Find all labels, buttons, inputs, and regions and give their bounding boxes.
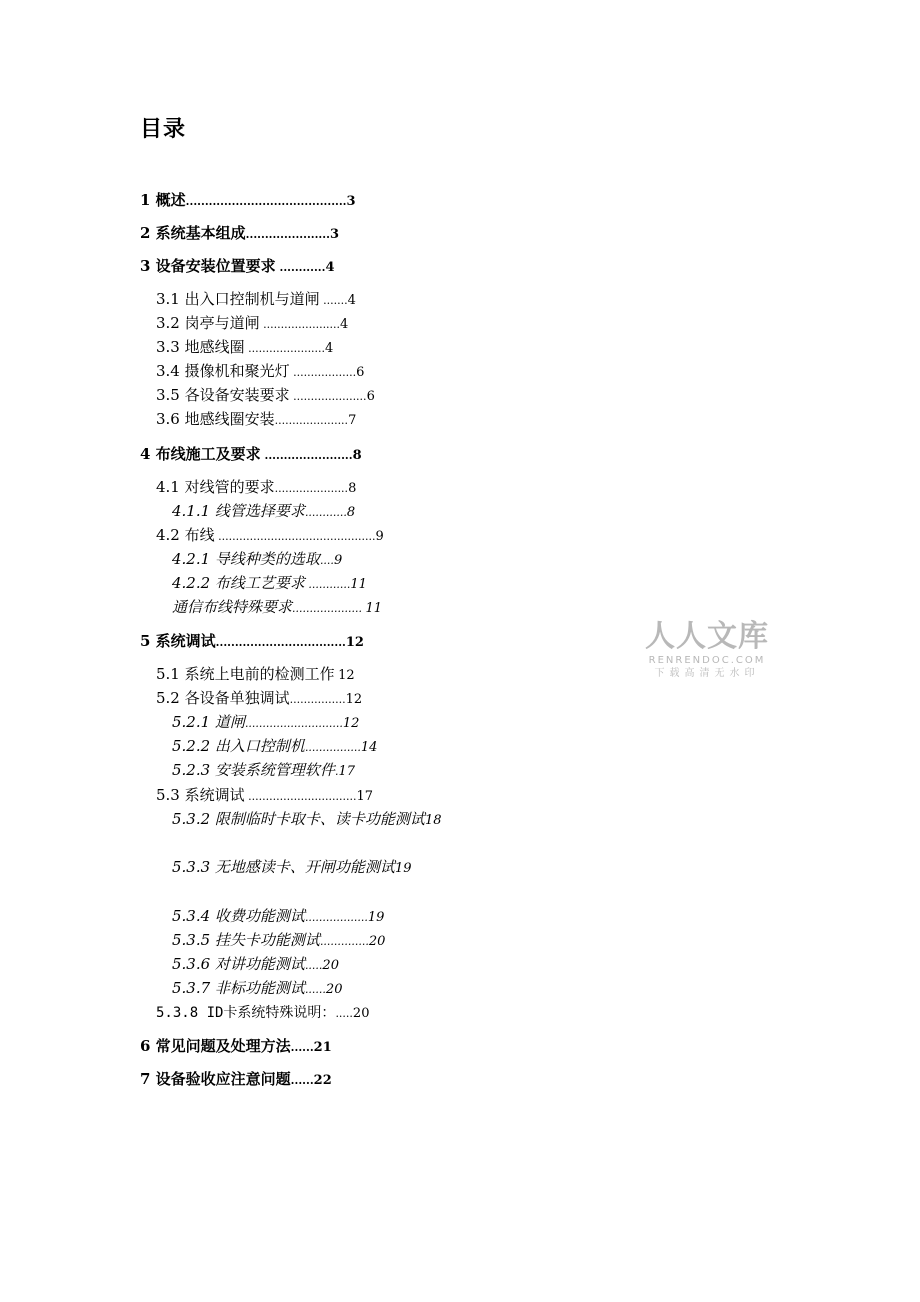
toc-leader: ............................	[244, 717, 343, 730]
toc-page-number: 4	[325, 260, 335, 275]
toc-entry[interactable]	[156, 477, 356, 499]
toc-page-number: 12	[345, 692, 363, 707]
toc-entry[interactable]	[156, 385, 375, 407]
toc-entry[interactable]	[172, 549, 342, 571]
toc-leader: .......	[319, 294, 348, 307]
toc-page-number: 20	[325, 982, 343, 997]
toc-page-number: 4	[340, 317, 349, 332]
toc-leader: ..................	[304, 911, 368, 924]
toc-entry[interactable]	[172, 501, 355, 523]
toc-leader: ..........................................	[185, 195, 347, 208]
toc-entry[interactable]	[172, 597, 382, 619]
toc-leader: .............................................	[214, 530, 376, 543]
toc-page-number: 12	[342, 716, 360, 731]
toc-label: 3.3 地感线圈	[156, 338, 245, 356]
toc-label: 4.2.1 导线种类的选取	[172, 550, 320, 568]
toc-leader: ..............	[319, 935, 369, 948]
toc-entry[interactable]	[156, 361, 364, 383]
toc-page-number: 18	[424, 813, 442, 828]
toc-label: 5.3.4 收费功能测试	[172, 907, 305, 925]
toc-page-number: 8	[346, 505, 356, 520]
toc-page-number: 11	[365, 601, 382, 616]
toc-entry[interactable]	[156, 785, 373, 807]
toc-label: 5.3.6 对讲功能测试	[172, 955, 305, 973]
toc-label: 3 设备安装位置要求	[140, 257, 276, 275]
toc-page-number: 9	[333, 553, 343, 568]
toc-entry[interactable]	[140, 256, 335, 278]
toc-entry[interactable]	[172, 906, 384, 928]
toc-page-number: 22	[313, 1073, 332, 1088]
toc-entry[interactable]	[172, 809, 441, 831]
toc-entry[interactable]	[140, 1069, 332, 1091]
toc-leader: ...............................	[244, 790, 357, 803]
toc-entry[interactable]	[156, 1002, 369, 1024]
toc-label: 3.2 岗亭与道闸	[156, 314, 260, 332]
toc-page-number: 20	[368, 934, 386, 949]
toc-entry[interactable]	[156, 664, 355, 686]
toc-leader: ......	[304, 983, 326, 996]
toc-entry[interactable]	[172, 712, 359, 734]
toc-page-number: 7	[348, 413, 357, 428]
toc-label: 3.5 各设备安装要求	[156, 386, 290, 404]
toc-page-number: 20	[322, 958, 339, 973]
toc-label: 5.3.3 无地感读卡、开闸功能测试	[172, 858, 395, 876]
toc-page-number: 12	[338, 668, 355, 683]
toc-label: 5.2.3 安装系统管理软件	[172, 761, 335, 779]
toc-page-number: 11	[350, 577, 367, 592]
toc-leader: .....	[304, 959, 323, 972]
toc-leader: .....................	[274, 414, 349, 427]
toc-entry[interactable]	[140, 190, 356, 212]
toc-page-number: 8	[352, 448, 362, 463]
toc-label: 5.2 各设备单独调试	[156, 689, 290, 707]
toc-page-number: 3	[329, 227, 339, 242]
toc-leader: ......	[290, 1074, 314, 1087]
toc-leader: ....................	[292, 602, 366, 615]
toc-entry[interactable]	[156, 289, 356, 311]
toc-entry[interactable]	[156, 409, 356, 431]
watermark-domain: RENRENDOC.COM	[648, 655, 766, 666]
toc-leader: ....	[319, 554, 334, 567]
toc-label: 4.1 对线管的要求	[156, 478, 275, 496]
toc-entry[interactable]	[156, 337, 333, 359]
toc-label: 3.6 地感线圈安装	[156, 410, 275, 428]
toc-label: 5.3.7 非标功能测试	[172, 979, 305, 997]
toc-label: 5.1 系统上电前的检测工作	[156, 665, 335, 683]
toc-leader: ......................	[259, 318, 341, 331]
toc-page-number: 9	[375, 529, 384, 544]
watermark-tagline: 下载高清无水印	[654, 668, 760, 679]
toc-leader: ................	[304, 741, 361, 754]
toc-entry[interactable]	[172, 978, 342, 1000]
toc-entry[interactable]	[156, 688, 362, 710]
toc-label: 5.3.5 挂失卡功能测试	[172, 931, 320, 949]
toc-leader: ..................	[289, 366, 357, 379]
watermark	[645, 620, 769, 680]
toc-label: 4 布线施工及要求	[140, 445, 261, 463]
toc-leader: ................	[289, 693, 346, 706]
toc-page-number: 6	[366, 389, 375, 404]
toc-page-number: 3	[346, 194, 356, 209]
toc-page-number: 19	[394, 861, 412, 876]
toc-entry[interactable]	[156, 525, 384, 547]
toc-leader: ......	[290, 1041, 314, 1054]
toc-label: 7 设备验收应注意问题	[140, 1070, 291, 1088]
toc-label: 4.2 布线	[156, 526, 215, 544]
toc-label: 5.3.8 ID卡系统特殊说明：	[156, 1005, 336, 1021]
toc-entry[interactable]	[172, 573, 367, 595]
toc-page-number: 21	[313, 1040, 332, 1055]
toc-entry[interactable]	[140, 1036, 332, 1058]
toc-label: 通信布线特殊要求	[172, 598, 293, 616]
toc-label: 4.2.2 布线工艺要求	[172, 574, 305, 592]
toc-entry[interactable]	[156, 313, 348, 335]
watermark-brand: 人人文库	[645, 619, 769, 654]
toc-leader: ..................................	[215, 636, 346, 649]
toc-label: 1 概述	[140, 191, 186, 209]
toc-entry[interactable]	[140, 444, 362, 466]
toc-entry[interactable]	[172, 930, 385, 952]
toc-leader: .......................	[260, 449, 353, 462]
toc-page-number: 6	[356, 365, 365, 380]
toc-entry[interactable]	[172, 736, 377, 758]
toc-leader: .....................	[274, 482, 349, 495]
toc-leader: .	[334, 765, 339, 778]
toc-label: 5.2.2 出入口控制机	[172, 737, 305, 755]
toc-entry[interactable]	[172, 760, 355, 782]
toc-entry[interactable]	[172, 857, 411, 879]
toc-leader: ......................	[244, 342, 326, 355]
toc-leader: ............	[304, 506, 347, 519]
toc-leader: .....	[335, 1007, 353, 1020]
toc-page-number: 8	[348, 481, 357, 496]
toc-page-number: 20	[352, 1006, 370, 1021]
toc-label: 3.1 出入口控制机与道闸	[156, 290, 320, 308]
toc-page-number: 19	[367, 910, 385, 925]
toc-page-number: 4	[325, 341, 334, 356]
toc-page-number: 17	[356, 789, 374, 804]
toc-entry[interactable]	[140, 223, 339, 245]
toc-leader: .....................	[289, 390, 367, 403]
page-title: 目录	[140, 117, 187, 142]
toc-leader: ............	[304, 578, 351, 591]
toc-entry[interactable]	[172, 954, 339, 976]
toc-label: 2 系统基本组成	[140, 224, 246, 242]
toc-page-number: 14	[360, 740, 378, 755]
toc-label: 6 常见问题及处理方法	[140, 1037, 291, 1055]
toc-leader: ......................	[245, 228, 330, 241]
toc-page-number: 12	[345, 635, 364, 650]
toc-label: 3.4 摄像机和聚光灯	[156, 362, 290, 380]
toc-label: 5.3 系统调试	[156, 786, 245, 804]
toc-leader: ............	[275, 261, 326, 274]
toc-page-number: 4	[347, 293, 356, 308]
toc-page-number: 17	[338, 764, 355, 779]
toc-label: 5 系统调试	[140, 632, 216, 650]
toc-entry[interactable]	[140, 631, 364, 653]
toc-label: 5.2.1 道闸	[172, 713, 245, 731]
toc-label: 5.3.2 限制临时卡取卡、读卡功能测试	[172, 810, 425, 828]
toc-label: 4.1.1 线管选择要求	[172, 502, 305, 520]
